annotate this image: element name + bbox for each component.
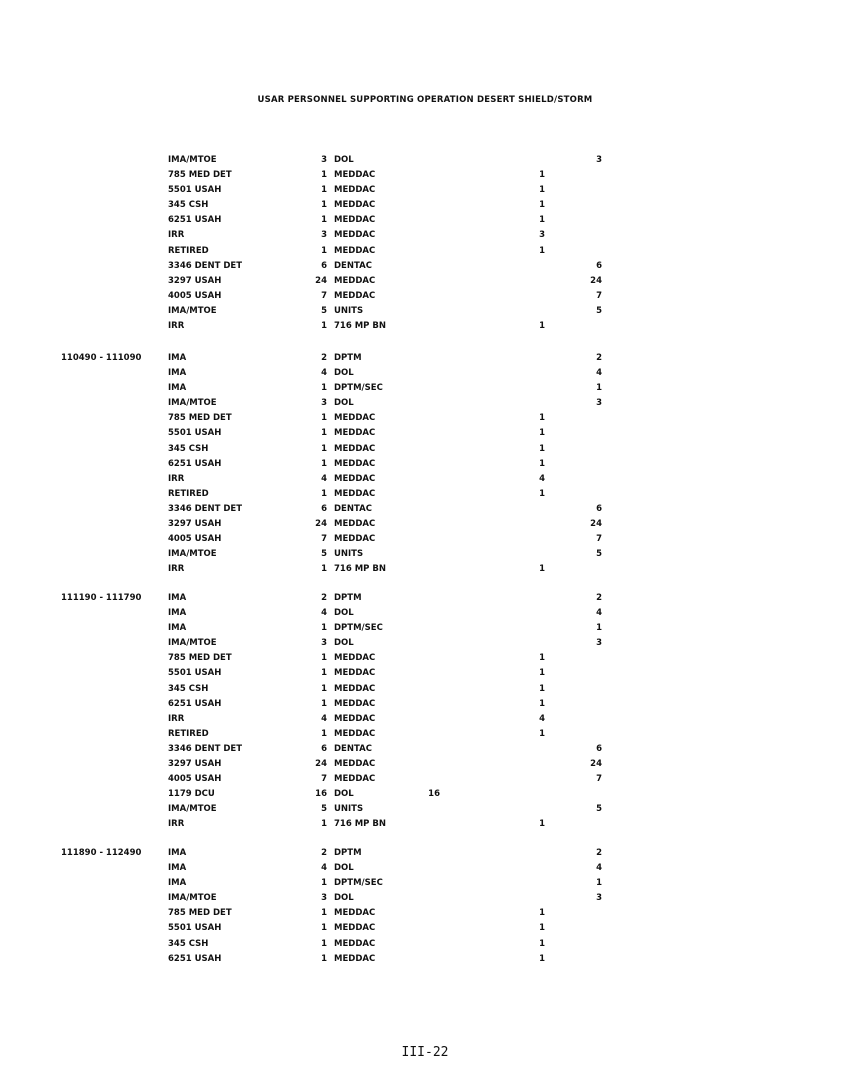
personnel-count: 1 <box>321 908 327 919</box>
personnel-count: 1 <box>321 245 327 256</box>
column-2-count: 1 <box>539 698 545 709</box>
column-3-count: 6 <box>596 503 602 514</box>
supported-command: UNITS <box>334 804 364 815</box>
supported-command: DPTM <box>334 593 362 603</box>
unit-name: 5501 USAH <box>168 428 222 439</box>
personnel-count: 1 <box>321 443 327 454</box>
supported-command: DOL <box>334 608 354 619</box>
table-row <box>0 353 850 368</box>
column-3-count: 3 <box>596 155 602 165</box>
date-range: 110490 - 111090 <box>61 353 142 363</box>
date-group <box>0 353 850 579</box>
column-3-count: 24 <box>590 519 602 530</box>
personnel-count: 1 <box>321 413 327 424</box>
column-3-count: 2 <box>596 593 602 603</box>
personnel-count: 3 <box>321 893 327 904</box>
unit-name: 785 MED DET <box>168 908 232 919</box>
table-row <box>0 504 850 519</box>
column-3-count: 3 <box>596 638 602 649</box>
column-2-count: 1 <box>539 564 545 575</box>
personnel-count: 24 <box>315 519 327 530</box>
supported-command: MEDDAC <box>334 534 376 545</box>
unit-name: 6251 USAH <box>168 458 222 469</box>
table-row <box>0 428 850 443</box>
column-2-count: 1 <box>539 668 545 679</box>
unit-name: 3297 USAH <box>168 519 222 530</box>
supported-command: MEDDAC <box>334 185 376 196</box>
unit-name: IRR <box>168 819 185 830</box>
unit-name: IMA <box>168 878 187 889</box>
personnel-count: 1 <box>321 698 327 709</box>
supported-command: MEDDAC <box>334 759 376 770</box>
supported-command: DPTM/SEC <box>334 623 383 634</box>
unit-name: IMA <box>168 353 187 363</box>
table-row <box>0 638 850 653</box>
table-row <box>0 908 850 923</box>
supported-command: MEDDAC <box>334 923 376 934</box>
table-row <box>0 863 850 878</box>
column-3-count: 7 <box>596 774 602 785</box>
unit-name: 1179 DCU <box>168 789 215 800</box>
column-2-count: 1 <box>539 923 545 934</box>
personnel-count: 1 <box>321 200 327 211</box>
personnel-count: 16 <box>315 789 327 800</box>
table-row <box>0 714 850 729</box>
personnel-count: 1 <box>321 623 327 634</box>
personnel-count: 1 <box>321 653 327 664</box>
personnel-count: 24 <box>315 275 327 286</box>
personnel-count: 2 <box>321 353 327 363</box>
personnel-count: 5 <box>321 804 327 815</box>
column-2-count: 1 <box>539 683 545 694</box>
table-row <box>0 923 850 938</box>
personnel-count: 1 <box>321 488 327 499</box>
personnel-count: 7 <box>321 774 327 785</box>
unit-name: IMA/MTOE <box>168 804 217 815</box>
personnel-count: 3 <box>321 638 327 649</box>
table-row <box>0 306 850 321</box>
unit-name: RETIRED <box>168 728 209 739</box>
table-row <box>0 819 850 834</box>
column-3-count: 2 <box>596 353 602 363</box>
table-row <box>0 744 850 759</box>
date-group <box>0 593 850 835</box>
table-row <box>0 215 850 230</box>
table-row <box>0 699 850 714</box>
supported-command: DENTAC <box>334 260 372 271</box>
personnel-count: 1 <box>321 953 327 964</box>
unit-name: 6251 USAH <box>168 698 222 709</box>
supported-command: MEDDAC <box>334 413 376 424</box>
personnel-count: 1 <box>321 170 327 181</box>
personnel-count: 2 <box>321 593 327 603</box>
personnel-count: 2 <box>321 848 327 858</box>
column-3-count: 7 <box>596 534 602 545</box>
date-range: 111190 - 111790 <box>61 593 142 603</box>
column-3-count: 4 <box>596 608 602 619</box>
unit-name: 5501 USAH <box>168 668 222 679</box>
unit-name: IMA/MTOE <box>168 398 217 409</box>
column-3-count: 1 <box>596 383 602 394</box>
personnel-count: 1 <box>321 668 327 679</box>
unit-name: 5501 USAH <box>168 185 222 196</box>
table-row <box>0 459 850 474</box>
column-3-count: 5 <box>596 305 602 316</box>
column-2-count: 1 <box>539 728 545 739</box>
supported-command: MEDDAC <box>334 668 376 679</box>
column-2-count: 1 <box>539 215 545 226</box>
column-2-count: 1 <box>539 200 545 211</box>
column-3-count: 1 <box>596 878 602 889</box>
personnel-count: 1 <box>321 458 327 469</box>
supported-command: DOL <box>334 368 354 379</box>
table-row <box>0 759 850 774</box>
column-2-count: 1 <box>539 653 545 664</box>
supported-command: MEDDAC <box>334 275 376 286</box>
column-2-count: 1 <box>539 819 545 830</box>
supported-command: MEDDAC <box>334 230 376 241</box>
supported-command: DPTM <box>334 848 362 858</box>
supported-command: MEDDAC <box>334 713 376 724</box>
table-row <box>0 519 850 534</box>
supported-command: MEDDAC <box>334 245 376 256</box>
column-2-count: 1 <box>539 458 545 469</box>
unit-name: IMA/MTOE <box>168 305 217 316</box>
table-row <box>0 155 850 170</box>
table-row <box>0 653 850 668</box>
column-2-count: 4 <box>539 713 545 724</box>
unit-name: 4005 USAH <box>168 290 222 301</box>
column-3-count: 6 <box>596 743 602 754</box>
unit-name: IRR <box>168 564 185 575</box>
personnel-count: 3 <box>321 398 327 409</box>
personnel-count: 1 <box>321 683 327 694</box>
column-3-count: 4 <box>596 863 602 874</box>
personnel-count: 1 <box>321 564 327 575</box>
unit-name: 6251 USAH <box>168 953 222 964</box>
table-row <box>0 549 850 564</box>
unit-name: 4005 USAH <box>168 774 222 785</box>
table-row <box>0 848 850 863</box>
unit-name: 345 CSH <box>168 443 209 454</box>
table-row <box>0 623 850 638</box>
column-1-count: 16 <box>428 789 440 800</box>
personnel-count: 1 <box>321 728 327 739</box>
table-row <box>0 246 850 261</box>
table-row <box>0 170 850 185</box>
unit-name: IMA <box>168 863 187 874</box>
unit-name: 785 MED DET <box>168 170 232 181</box>
column-2-count: 3 <box>539 230 545 241</box>
column-2-count: 1 <box>539 185 545 196</box>
unit-name: RETIRED <box>168 245 209 256</box>
unit-name: 345 CSH <box>168 683 209 694</box>
supported-command: MEDDAC <box>334 698 376 709</box>
date-group <box>0 155 850 336</box>
unit-name: 5501 USAH <box>168 923 222 934</box>
unit-name: IMA <box>168 623 187 634</box>
table-row <box>0 413 850 428</box>
supported-command: MEDDAC <box>334 428 376 439</box>
column-2-count: 4 <box>539 473 545 484</box>
personnel-count: 6 <box>321 503 327 514</box>
table-row <box>0 564 850 579</box>
unit-name: IMA/MTOE <box>168 893 217 904</box>
table-row <box>0 474 850 489</box>
unit-name: 3297 USAH <box>168 759 222 770</box>
unit-name: 4005 USAH <box>168 534 222 545</box>
table-row <box>0 398 850 413</box>
column-2-count: 1 <box>539 938 545 949</box>
supported-command: MEDDAC <box>334 519 376 530</box>
column-2-count: 1 <box>539 428 545 439</box>
personnel-count: 1 <box>321 878 327 889</box>
table-row <box>0 321 850 336</box>
personnel-count: 1 <box>321 215 327 226</box>
column-3-count: 2 <box>596 848 602 858</box>
supported-command: DOL <box>334 863 354 874</box>
personnel-count: 4 <box>321 863 327 874</box>
table-row <box>0 774 850 789</box>
unit-name: IMA <box>168 608 187 619</box>
personnel-count: 1 <box>321 383 327 394</box>
table-row <box>0 368 850 383</box>
supported-command: MEDDAC <box>334 953 376 964</box>
column-3-count: 24 <box>590 759 602 770</box>
personnel-count: 24 <box>315 759 327 770</box>
column-2-count: 1 <box>539 321 545 332</box>
unit-name: 345 CSH <box>168 938 209 949</box>
page-title: USAR PERSONNEL SUPPORTING OPERATION DESERT SHIELD/STORM <box>257 95 593 105</box>
unit-name: 3346 DENT DET <box>168 503 243 514</box>
column-3-count: 4 <box>596 368 602 379</box>
supported-command: DOL <box>334 398 354 409</box>
supported-command: MEDDAC <box>334 774 376 785</box>
unit-name: 345 CSH <box>168 200 209 211</box>
supported-command: DENTAC <box>334 503 372 514</box>
table-row <box>0 534 850 549</box>
column-3-count: 24 <box>590 275 602 286</box>
supported-command: MEDDAC <box>334 728 376 739</box>
unit-name: 3346 DENT DET <box>168 743 243 754</box>
table-row <box>0 729 850 744</box>
unit-name: IRR <box>168 321 185 332</box>
supported-command: DPTM <box>334 353 362 363</box>
table-row <box>0 261 850 276</box>
table-row <box>0 684 850 699</box>
unit-name: IMA/MTOE <box>168 638 217 649</box>
supported-command: MEDDAC <box>334 170 376 181</box>
unit-name: IRR <box>168 230 185 241</box>
personnel-count: 7 <box>321 290 327 301</box>
page-number: III-22 <box>401 1045 449 1060</box>
column-3-count: 3 <box>596 893 602 904</box>
table-row <box>0 668 850 683</box>
personnel-count: 6 <box>321 260 327 271</box>
supported-command: MEDDAC <box>334 215 376 226</box>
supported-command: MEDDAC <box>334 938 376 949</box>
column-3-count: 3 <box>596 398 602 409</box>
table-row <box>0 789 850 804</box>
table-row <box>0 291 850 306</box>
personnel-count: 1 <box>321 938 327 949</box>
table-row <box>0 489 850 504</box>
table-row <box>0 893 850 908</box>
unit-name: IRR <box>168 713 185 724</box>
column-2-count: 1 <box>539 413 545 424</box>
personnel-count: 4 <box>321 473 327 484</box>
personnel-count: 1 <box>321 428 327 439</box>
supported-command: MEDDAC <box>334 683 376 694</box>
unit-name: IMA <box>168 368 187 379</box>
supported-command: MEDDAC <box>334 653 376 664</box>
personnel-count: 4 <box>321 713 327 724</box>
supported-command: MEDDAC <box>334 200 376 211</box>
column-3-count: 6 <box>596 260 602 271</box>
supported-command: DOL <box>334 638 354 649</box>
supported-command: DENTAC <box>334 743 372 754</box>
personnel-count: 3 <box>321 230 327 241</box>
table-row <box>0 185 850 200</box>
table-row <box>0 954 850 969</box>
table-row <box>0 276 850 291</box>
personnel-count: 1 <box>321 819 327 830</box>
supported-command: 716 MP BN <box>334 819 386 830</box>
personnel-count: 1 <box>321 923 327 934</box>
supported-command: DPTM/SEC <box>334 383 383 394</box>
column-2-count: 1 <box>539 170 545 181</box>
personnel-count: 4 <box>321 368 327 379</box>
supported-command: MEDDAC <box>334 443 376 454</box>
table-row <box>0 593 850 608</box>
unit-name: IMA <box>168 383 187 394</box>
table-row <box>0 804 850 819</box>
unit-name: IMA <box>168 848 187 858</box>
column-3-count: 5 <box>596 804 602 815</box>
column-2-count: 1 <box>539 488 545 499</box>
supported-command: DOL <box>334 893 354 904</box>
unit-name: IMA/MTOE <box>168 549 217 560</box>
supported-command: MEDDAC <box>334 488 376 499</box>
table-row <box>0 383 850 398</box>
supported-command: DOL <box>334 789 354 800</box>
unit-name: RETIRED <box>168 488 209 499</box>
supported-command: MEDDAC <box>334 290 376 301</box>
table-row <box>0 878 850 893</box>
unit-name: IMA/MTOE <box>168 155 217 165</box>
personnel-count: 5 <box>321 549 327 560</box>
supported-command: MEDDAC <box>334 473 376 484</box>
column-3-count: 1 <box>596 623 602 634</box>
unit-name: IMA <box>168 593 187 603</box>
personnel-count: 7 <box>321 534 327 545</box>
date-range: 111890 - 112490 <box>61 848 142 858</box>
date-group <box>0 848 850 969</box>
unit-name: 3346 DENT DET <box>168 260 243 271</box>
table-row <box>0 444 850 459</box>
supported-command: UNITS <box>334 549 364 560</box>
personnel-count: 4 <box>321 608 327 619</box>
column-2-count: 1 <box>539 245 545 256</box>
supported-command: 716 MP BN <box>334 564 386 575</box>
unit-name: IRR <box>168 473 185 484</box>
unit-name: 6251 USAH <box>168 215 222 226</box>
table-row <box>0 230 850 245</box>
supported-command: DOL <box>334 155 354 165</box>
table-row <box>0 200 850 215</box>
personnel-count: 1 <box>321 321 327 332</box>
supported-command: MEDDAC <box>334 908 376 919</box>
personnel-count: 3 <box>321 155 327 165</box>
unit-name: 785 MED DET <box>168 413 232 424</box>
column-3-count: 5 <box>596 549 602 560</box>
column-3-count: 7 <box>596 290 602 301</box>
column-2-count: 1 <box>539 953 545 964</box>
supported-command: MEDDAC <box>334 458 376 469</box>
personnel-count: 1 <box>321 185 327 196</box>
column-2-count: 1 <box>539 908 545 919</box>
personnel-count: 6 <box>321 743 327 754</box>
column-2-count: 1 <box>539 443 545 454</box>
unit-name: 785 MED DET <box>168 653 232 664</box>
supported-command: DPTM/SEC <box>334 878 383 889</box>
table-row <box>0 939 850 954</box>
supported-command: 716 MP BN <box>334 321 386 332</box>
table-row <box>0 608 850 623</box>
personnel-count: 5 <box>321 305 327 316</box>
unit-name: 3297 USAH <box>168 275 222 286</box>
supported-command: UNITS <box>334 305 364 316</box>
